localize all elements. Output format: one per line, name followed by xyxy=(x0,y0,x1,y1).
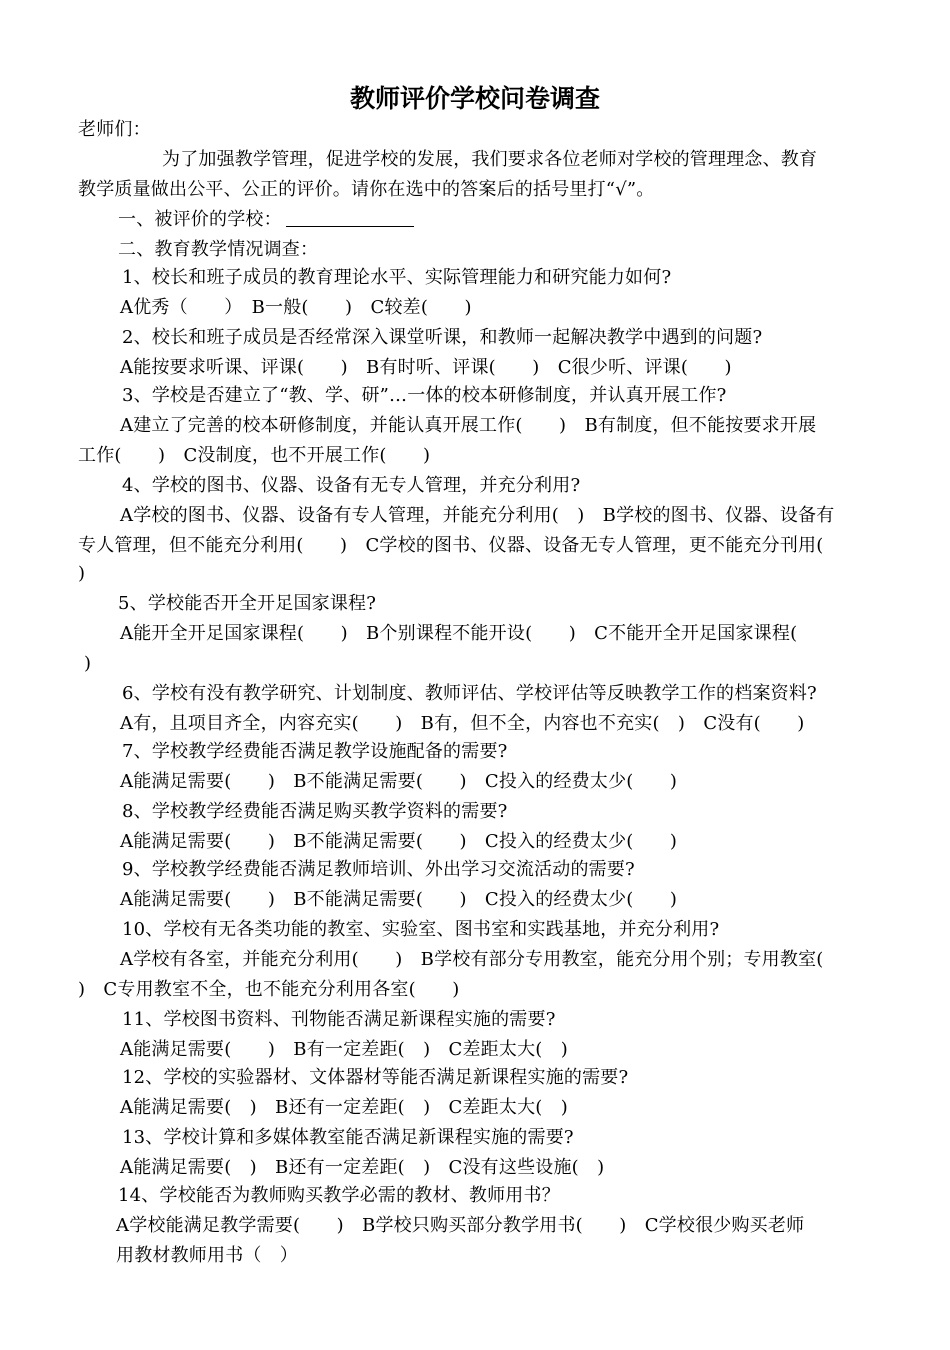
answer-12[interactable]: A能满足需要( ) B还有一定差距( ) C差距太大( ) xyxy=(120,1097,568,1118)
answer-2[interactable]: A能按要求听课、评课( ) B有时听、评课( ) C很少听、评课( ) xyxy=(120,357,732,378)
question-2: 2、校长和班子成员是否经常深入课堂听课，和教师一起解决教学中遇到的问题? xyxy=(122,327,763,348)
answer-9[interactable]: A能满足需要( ) B不能满足需要( ) C投入的经费太少( ) xyxy=(120,889,678,910)
question-11: 11、学校图书资料、刊物能否满足新课程实施的需要? xyxy=(122,1009,556,1030)
question-3: 3、学校是否建立了“教、学、研”…一体的校本研修制度，并认真开展工作? xyxy=(122,385,727,406)
question-10: 10、学校有无各类功能的教室、实验室、图书室和实践基地，并充分利用? xyxy=(122,919,720,940)
greeting: 老师们： xyxy=(78,119,151,140)
question-8: 8、学校教学经费能否满足购买教学资料的需要? xyxy=(122,801,508,822)
question-9: 9、学校教学经费能否满足教师培训、外出学习交流活动的需要? xyxy=(122,859,635,880)
answer-4-line-1[interactable]: A学校的图书、仪器、设备有专人管理，并能充分利用( ) B学校的图书、仪器、设备有 xyxy=(120,505,835,526)
intro-line-1: 为了加强教学管理，促进学校的发展，我们要求各位老师对学校的管理理念、教育 xyxy=(162,149,818,170)
section-school-label: 一、被评价的学校： xyxy=(118,209,282,230)
question-6: 6、学校有没有教学研究、计划制度、教师评估、学校评估等反映教学工作的档案资料? xyxy=(122,683,817,704)
question-5: 5、学校能否开全开足国家课程? xyxy=(118,593,377,614)
question-7: 7、学校教学经费能否满足教学设施配备的需要? xyxy=(122,741,508,762)
question-4: 4、学校的图书、仪器、设备有无专人管理，并充分利用? xyxy=(122,475,581,496)
answer-4-line-2[interactable]: 专人管理，但不能充分利用( ) C学校的图书、仪器、设备无专人管理，更不能充分刊用( xyxy=(78,535,824,556)
answer-11[interactable]: A能满足需要( ) B有一定差距( ) C差距太大( ) xyxy=(120,1039,568,1060)
section-survey: 二、教育教学情况调查： xyxy=(118,239,319,260)
answer-14-line-2[interactable]: 用教材教师用书（ ） xyxy=(116,1245,298,1266)
question-14: 14、学校能否为教师购买教学必需的教材、教师用书？ xyxy=(118,1185,560,1206)
page-title: 教师评价学校问卷调查 xyxy=(349,84,600,113)
answer-4-line-3[interactable]: ) xyxy=(78,563,86,584)
answer-6[interactable]: A有，且项目齐全，内容充实( ) B有，但不全，内容也不充实( ) C没有( ) xyxy=(120,713,805,734)
answer-10-line-2[interactable]: ) C专用教室不全，也不能充分利用各室( ) xyxy=(78,979,460,1000)
school-name-blank[interactable] xyxy=(286,208,414,227)
answer-1[interactable]: A优秀（ ） B一般( ) C较差( ) xyxy=(120,297,472,318)
answer-8[interactable]: A能满足需要( ) B不能满足需要( ) C投入的经费太少( ) xyxy=(120,831,678,852)
question-13: 13、学校计算和多媒体教室能否满足新课程实施的需要? xyxy=(122,1127,574,1148)
answer-10-line-1[interactable]: A学校有各室，并能充分利用( ) B学校有部分专用教室，能充分用个别；专用教室( xyxy=(120,949,824,970)
answer-14-line-1[interactable]: A学校能满足教学需要( ) B学校只购买部分教学用书( ) C学校很少购买老师 xyxy=(116,1215,805,1236)
section-school xyxy=(118,208,414,232)
question-1: 1、校长和班子成员的教育理论水平、实际管理能力和研究能力如何? xyxy=(122,267,672,288)
answer-5-line-2[interactable]: ) xyxy=(84,653,92,674)
answer-13[interactable]: A能满足需要( ) B还有一定差距( ) C没有这些设施( ) xyxy=(120,1157,605,1178)
answer-7[interactable]: A能满足需要( ) B不能满足需要( ) C投入的经费太少( ) xyxy=(120,771,678,792)
answer-3-line-2[interactable]: 工作( ) C没制度，也不开展工作( ) xyxy=(78,445,431,466)
answer-5-line-1[interactable]: A能开全开足国家课程( ) B个别课程不能开设( ) C不能开全开足国家课程( xyxy=(120,623,798,644)
intro-line-2: 教学质量做出公平、公正的评价。请你在选中的答案后的括号里打“√”。 xyxy=(78,179,655,200)
answer-3-line-1[interactable]: A建立了完善的校本研修制度，并能认真开展工作( ) B有制度，但不能按要求开展 xyxy=(120,415,817,436)
question-12: 12、学校的实验器材、文体器材等能否满足新课程实施的需要? xyxy=(122,1067,629,1088)
